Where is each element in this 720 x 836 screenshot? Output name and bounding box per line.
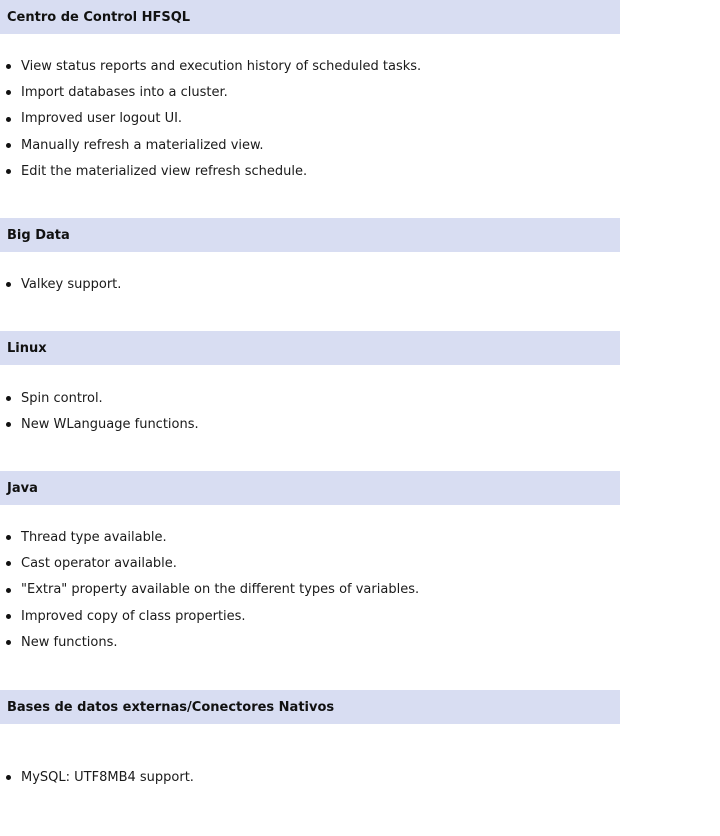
bullet-icon bbox=[6, 143, 11, 148]
list-item: "Extra" property available on the different types of variables. bbox=[0, 577, 419, 603]
section-list-java bbox=[0, 524, 419, 655]
bullet-icon bbox=[6, 117, 11, 122]
list-item: Valkey support. bbox=[0, 271, 121, 297]
bullet-icon bbox=[6, 90, 11, 95]
section-title: Bases de datos externas/Conectores Nativos bbox=[7, 699, 335, 715]
list-item: Import databases into a cluster. bbox=[0, 79, 421, 105]
section-title: Linux bbox=[7, 340, 47, 356]
section-header-big-data bbox=[0, 218, 620, 252]
section-header-linux bbox=[0, 331, 620, 365]
section-list-big-data bbox=[0, 271, 121, 297]
list-item: MySQL: UTF8MB4 support. bbox=[0, 764, 194, 790]
list-item: Spin control. bbox=[0, 385, 199, 411]
bullet-icon bbox=[6, 640, 11, 645]
section-list-linux bbox=[0, 385, 199, 438]
bullet-icon bbox=[6, 535, 11, 540]
list-item: Edit the materialized view refresh schedule. bbox=[0, 158, 421, 184]
list-item: New WLanguage functions. bbox=[0, 411, 199, 437]
list-item: View status reports and execution history of scheduled tasks. bbox=[0, 53, 421, 79]
bullet-icon bbox=[6, 169, 11, 174]
section-header-hfsql-control-center bbox=[0, 0, 620, 34]
bullet-icon bbox=[6, 561, 11, 566]
bullet-icon bbox=[6, 64, 11, 69]
section-title: Big Data bbox=[7, 227, 70, 243]
section-header-external-databases bbox=[0, 690, 620, 724]
bullet-icon bbox=[6, 282, 11, 287]
list-item: Improved copy of class properties. bbox=[0, 603, 419, 629]
bullet-icon bbox=[6, 614, 11, 619]
section-header-java bbox=[0, 471, 620, 505]
bullet-icon bbox=[6, 775, 11, 780]
section-list-hfsql-control-center bbox=[0, 53, 421, 184]
list-item: New functions. bbox=[0, 629, 419, 655]
list-item: Manually refresh a materialized view. bbox=[0, 132, 421, 158]
list-item: Improved user logout UI. bbox=[0, 106, 421, 132]
section-list-external-databases bbox=[0, 764, 194, 790]
bullet-icon bbox=[6, 396, 11, 401]
list-item: Thread type available. bbox=[0, 524, 419, 550]
section-title: Centro de Control HFSQL bbox=[7, 9, 191, 25]
bullet-icon bbox=[6, 588, 11, 593]
bullet-icon bbox=[6, 422, 11, 427]
list-item: Cast operator available. bbox=[0, 550, 419, 576]
section-title: Java bbox=[7, 480, 38, 496]
